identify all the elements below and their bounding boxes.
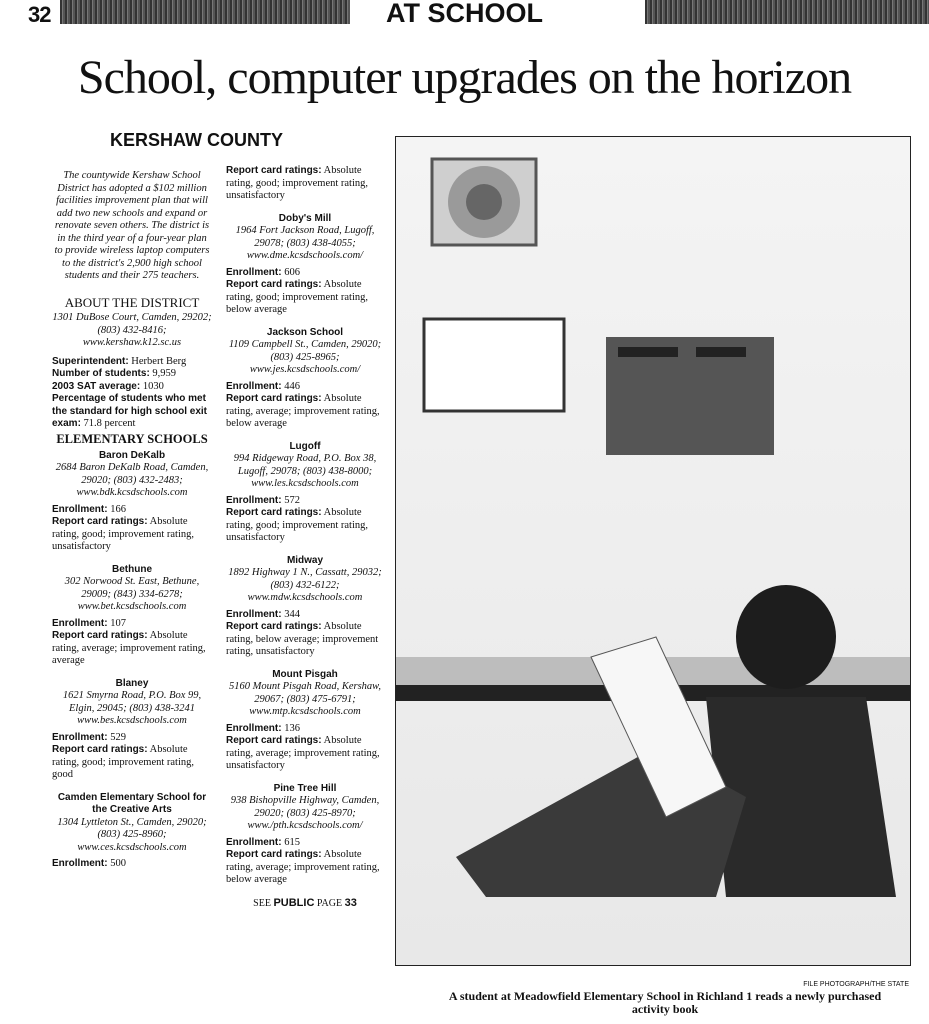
- school-entry: [226, 441, 384, 545]
- school-address: 1892 Highway 1 N., Cassatt, 29032; (803) 432-6122; www.mdw.kcsdschools.com: [228, 567, 382, 603]
- about-heading: ABOUT THE DISTRICT: [64, 294, 200, 310]
- district-address: 1301 DuBose Court, Camden, 29202; (803) 432-8416; www.kershaw.k12.sc.us: [52, 312, 212, 348]
- school-entry: [226, 555, 384, 659]
- school-name: Baron DeKalb: [98, 449, 166, 461]
- school-enrollment: Enrollment: 572: [226, 494, 300, 506]
- school-entry: [226, 669, 384, 773]
- school-enrollment: Enrollment: 344: [226, 608, 300, 620]
- school-entry: [226, 783, 384, 887]
- school-name: Bethune: [112, 563, 152, 575]
- school-ratings: Report card ratings: Absolute rating, average; improvement rating, below average: [226, 393, 380, 429]
- photo: [395, 136, 911, 966]
- photo-illustration: [396, 137, 910, 965]
- school-name: Pine Tree Hill: [273, 782, 337, 794]
- school-name: Midway: [286, 554, 324, 566]
- school-entry: [52, 564, 212, 668]
- school-address: 1109 Campbell St., Camden, 29020; (803) 425-8965; www.jes.kcsdschools.com/: [228, 339, 382, 375]
- school-ratings: Report card ratings: Absolute rating, good; improvement rating, good: [52, 744, 195, 780]
- school-entry: Report card ratings: Absolute rating, good; improvement rating, unsatisfactory: [226, 165, 369, 201]
- school-ratings: Report card ratings: Absolute rating, good; improvement rating, unsatisfactory: [52, 516, 195, 552]
- school-name: Mount Pisgah: [272, 668, 338, 680]
- school-enrollment: Enrollment: 500: [52, 858, 126, 869]
- school-entry: [226, 213, 384, 317]
- school-list-2: [226, 213, 384, 887]
- school-ratings: Report card ratings: Absolute rating, average; improvement rating, below average: [226, 849, 380, 885]
- school-entry: [52, 450, 212, 554]
- school-ratings: Report card ratings: Absolute rating, average; improvement rating, unsatisfactory: [226, 735, 380, 771]
- sat-average: 2003 SAT average: 1030: [52, 380, 164, 392]
- school-list-1: [52, 450, 212, 871]
- school-name: Camden Elementary School for the Creative Arts: [57, 791, 207, 815]
- school-address: 994 Ridgeway Road, P.O. Box 38, Lugoff, 29078; (803) 438-8000; www.les.kcsdschools.com: [233, 453, 377, 489]
- school-name: Lugoff: [289, 440, 321, 452]
- exit-exam: Percentage of students who met the standard for high school exit exam: 71.8 percent: [52, 393, 208, 429]
- elementary-heading: ELEMENTARY SCHOOLS: [56, 431, 208, 446]
- school-name: Jackson School: [266, 326, 344, 338]
- school-address: 5160 Mount Pisgah Road, Kershaw, 29067; (803) 475-6791; www.mtp.kcsdschools.com: [228, 681, 382, 717]
- school-enrollment: Enrollment: 107: [52, 617, 126, 629]
- school-ratings: Report card ratings: Absolute rating, good; improvement rating, below average: [226, 279, 369, 315]
- headline: School, computer upgrades on the horizon: [77, 51, 852, 104]
- school-entry: [52, 792, 212, 871]
- school-address: 1304 Lyttleton St., Camden, 29020; (803) 425-8960; www.ces.kcsdschools.com: [57, 816, 207, 853]
- section-title: AT SCHOOL: [0, 0, 929, 29]
- school-enrollment: Enrollment: 446: [226, 380, 300, 392]
- column-1: [52, 170, 212, 881]
- page-number: 32: [28, 2, 51, 27]
- school-address: 1964 Fort Jackson Road, Lugoff, 29078; (803) 438-4055; www.dme.kcsdschools.com/: [235, 225, 375, 261]
- school-address: 2684 Baron DeKalb Road, Camden, 29020; (803) 432-2483; www.bdk.kcsdschools.com: [55, 462, 209, 498]
- intro-text: The countywide Kershaw School District has adopted a $102 million facilities improvement plan that will add two new schools and expand or renovate seven others. The district is in the third year of a four-year plan to provide wireless laptop computers to the district's 2,900 high school students and their 275 teachers.: [54, 170, 210, 281]
- school-ratings: Report card ratings: Absolute rating, average; improvement rating, average: [52, 630, 206, 666]
- school-enrollment: Enrollment: 529: [52, 731, 126, 743]
- school-name: Doby's Mill: [278, 212, 332, 224]
- school-enrollment: Enrollment: 615: [226, 836, 300, 848]
- county-heading: KERSHAW COUNTY: [110, 130, 284, 150]
- school-enrollment: Enrollment: 606: [226, 266, 300, 278]
- school-entry: [52, 678, 212, 782]
- photo-credit: FILE PHOTOGRAPH/THE STATE: [803, 981, 909, 988]
- school-enrollment: Enrollment: 166: [52, 503, 126, 515]
- superintendent: Superintendent: Herbert Berg: [52, 355, 187, 367]
- school-ratings: Report card ratings: Absolute rating, good; improvement rating, unsatisfactory: [226, 507, 369, 543]
- student-count: Number of students: 9,959: [52, 368, 177, 379]
- school-name: Blaney: [115, 677, 149, 689]
- school-address: 1621 Smyrna Road, P.O. Box 99, Elgin, 29045; (803) 438-3241 www.bes.kcsdschools.com: [62, 690, 202, 726]
- school-ratings: Report card ratings: Absolute rating, below average; improvement rating, unsatisfactory: [226, 621, 379, 657]
- see-more: SEE PUBLIC PAGE 33: [253, 896, 357, 909]
- school-address: 302 Norwood St. East, Bethune, 29009; (843) 334-6278; www.bet.kcsdschools.com: [64, 576, 200, 612]
- photo-caption: A student at Meadowfield Elementary School in Richland 1 reads a newly purchased activity book: [448, 989, 882, 1016]
- school-entry: [226, 327, 384, 431]
- school-enrollment: Enrollment: 136: [226, 722, 300, 734]
- school-address: 938 Bishopville Highway, Camden, 29020; (803) 425-8970; www./pth.kcsdschools.com/: [230, 795, 380, 831]
- column-2: [226, 165, 384, 910]
